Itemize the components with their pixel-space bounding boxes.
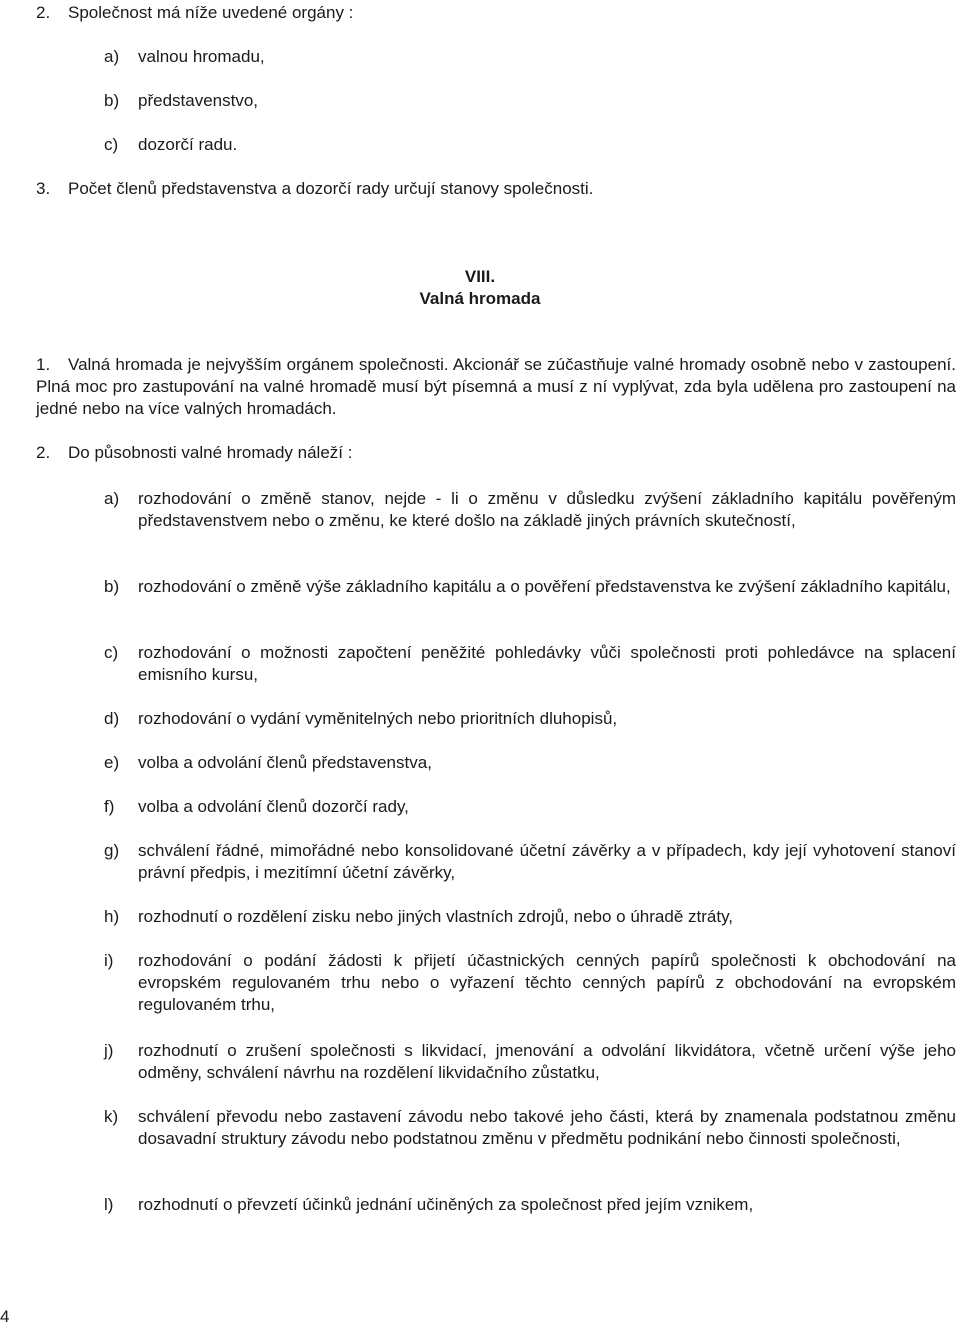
competence-item-j xyxy=(104,1040,956,1084)
item-text: rozhodování o změně stanov, nejde - li o změnu v důsledku zvýšení základního kapitálu pověřeným představenstvem nebo o změnu, ke které došlo na základě jiných právních skutečností, xyxy=(138,489,956,530)
item-text: volba a odvolání členů dozorčí rady, xyxy=(138,797,409,816)
organ-item-a xyxy=(104,46,954,68)
item-label: f) xyxy=(104,797,115,816)
competence-item-d xyxy=(104,708,956,730)
item-label: a) xyxy=(104,47,120,66)
article-2-organs xyxy=(36,2,956,24)
item-label: c) xyxy=(104,643,119,662)
competence-item-i xyxy=(104,950,956,1016)
article-3-members xyxy=(36,178,956,200)
paragraph-1-text: Valná hromada je nejvyšším orgánem společnosti. Akcionář se zúčastňuje valné hromady osobně nebo v zastoupení. Plná moc pro zastupování na valné hromadě musí být písemná a musí z ní vyplývat, zda byla udělena pro zastoupení na jedné nebo na více valných hromadách. xyxy=(36,355,956,418)
page-number: 4 xyxy=(0,1307,10,1326)
item-text: schválení převodu nebo zastavení závodu nebo takové jeho části, která by znamenala podstatnou změnu dosavadní struktury závodu nebo podstatnou změnu v předmětu podnikání nebo činnosti společnosti, xyxy=(138,1107,956,1148)
item-label: k) xyxy=(104,1107,119,1126)
item-label: d) xyxy=(104,709,120,728)
article-number: 2. xyxy=(36,3,51,22)
competence-item-a xyxy=(104,488,956,532)
item-label: b) xyxy=(104,91,120,110)
item-text: rozhodování o změně výše základního kapitálu a o pověření představenstva ke zvýšení základního kapitálu, xyxy=(138,577,951,596)
item-text: rozhodnutí o rozdělení zisku nebo jiných vlastních zdrojů, nebo o úhradě ztráty, xyxy=(138,907,734,926)
section-title: Valná hromada xyxy=(419,289,541,308)
item-label: e) xyxy=(104,753,120,772)
item-label: j) xyxy=(104,1041,114,1060)
competence-item-k xyxy=(104,1106,956,1150)
item-text: rozhodování o vydání vyměnitelných nebo prioritních dluhopisů, xyxy=(138,709,618,728)
item-text: představenstvo, xyxy=(138,91,259,110)
competence-item-l xyxy=(104,1194,956,1216)
competence-item-h xyxy=(104,906,956,928)
organ-item-b xyxy=(104,90,954,112)
article-number: 3. xyxy=(36,179,51,198)
item-label: i) xyxy=(104,951,114,970)
item-label: a) xyxy=(104,489,120,508)
organ-item-c xyxy=(104,134,954,156)
item-text: rozhodnutí o převzetí účinků jednání učiněných za společnost před jejím vznikem, xyxy=(138,1195,754,1214)
paragraph-text: Do působnosti valné hromady náleží : xyxy=(68,443,353,462)
item-label: g) xyxy=(104,841,120,860)
competence-item-f xyxy=(104,796,956,818)
item-label: b) xyxy=(104,577,120,596)
item-text: schválení řádné, mimořádné nebo konsolidované účetní závěrky a v případech, kdy její vyhotovení stanoví právní předpis, i mezitímní účetní závěrky, xyxy=(138,841,956,882)
item-label: l) xyxy=(104,1195,114,1214)
article-text: Počet členů představenstva a dozorčí rady určují stanovy společnosti. xyxy=(68,179,594,198)
item-text: volba a odvolání členů představenstva, xyxy=(138,753,432,772)
competence-item-e xyxy=(104,752,956,774)
competence-item-g xyxy=(104,840,956,884)
item-label: c) xyxy=(104,135,119,154)
item-text: rozhodování o podání žádosti k přijetí účastnických cenných papírů společnosti k obchodování na evropském regulovaném trhu nebo o vyřazení těchto cenných papírů z obchodování na evropském regulovaném trhu, xyxy=(138,951,956,1014)
item-text: dozorčí radu. xyxy=(138,135,238,154)
competence-item-c xyxy=(104,642,956,686)
paragraph-number: 1. xyxy=(36,355,51,374)
item-text: valnou hromadu, xyxy=(138,47,265,66)
competence-item-b xyxy=(104,576,956,598)
paragraph-number: 2. xyxy=(36,443,51,462)
article-text: Společnost má níže uvedené orgány : xyxy=(68,3,354,22)
item-label: h) xyxy=(104,907,120,926)
section-number: VIII. xyxy=(464,267,496,286)
item-text: rozhodování o možnosti započtení peněžité pohledávky vůči společnosti proti pohledávce na splacení emisního kursu, xyxy=(138,643,956,684)
paragraph-2 xyxy=(36,442,956,464)
item-text: rozhodnutí o zrušení společnosti s likvidací, jmenování a odvolání likvidátora, včetně určení výše jeho odměny, schválení návrhu na rozdělení likvidačního zůstatku, xyxy=(138,1041,956,1082)
